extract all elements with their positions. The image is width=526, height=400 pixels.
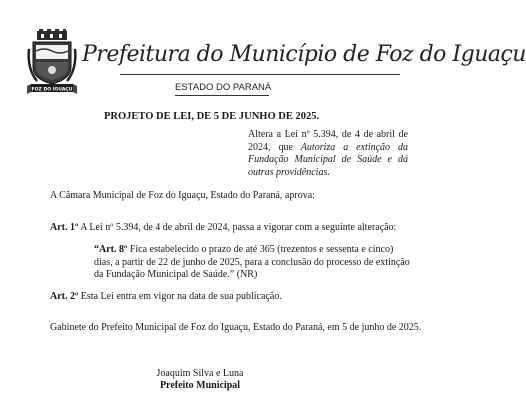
article-8-text: Fica estabelecido o prazo de até 365 (trezentos e sessenta e cinco) dias, a partir de 22 de junho de 2025, para a conclusão do processo de extinção da Fundação Municipal de Saúde.” (NR) [94,244,410,280]
signatory-name: Joaquim Silva e Luna [156,368,244,379]
summary-italic-text: Autoriza a extinção da Fundação Municipal de Saúde e dá outras providências. [248,141,408,178]
article-2 [50,291,282,302]
state-label: ESTADO DO PARANÁ [175,82,272,93]
article-8-amendment [94,244,414,282]
article-1 [50,222,396,233]
article-1-text: A Lei nº 5.394, de 4 de abril de 2024, passa a vigorar com a seguinte alteração: [80,222,397,233]
state-underline [175,95,269,96]
article-2-text: Esta Lei entra em vigor na data de sua publicação. [80,291,282,302]
bill-summary [248,129,408,179]
header-divider [120,74,400,75]
enactment-clause: A Câmara Municipal de Foz do Iguaçu, Estado do Paraná, aprova: [50,190,315,201]
article-8-label: “Art. 8º [94,244,128,255]
article-2-label: Art. 2º [50,291,79,302]
summary-plain-text: Altera a Lei nº 5.394, de 4 de abril de 2024, que [248,129,408,153]
article-1-label: Art. 1º [50,222,79,233]
bill-title: PROJETO DE LEI, DE 5 DE JUNHO DE 2025. [104,111,320,122]
municipality-title: Prefeitura do Município de Foz do Iguaçu [82,42,526,67]
svg-text:FOZ DO IGUAÇU: FOZ DO IGUAÇU [31,87,73,93]
signatory-role: Prefeito Municipal [159,380,241,391]
municipal-crest-logo [27,29,77,97]
closing-statement: Gabinete do Prefeito Municipal de Foz do Iguaçu, Estado do Paraná, em 5 de junho de 2025. [50,322,422,333]
